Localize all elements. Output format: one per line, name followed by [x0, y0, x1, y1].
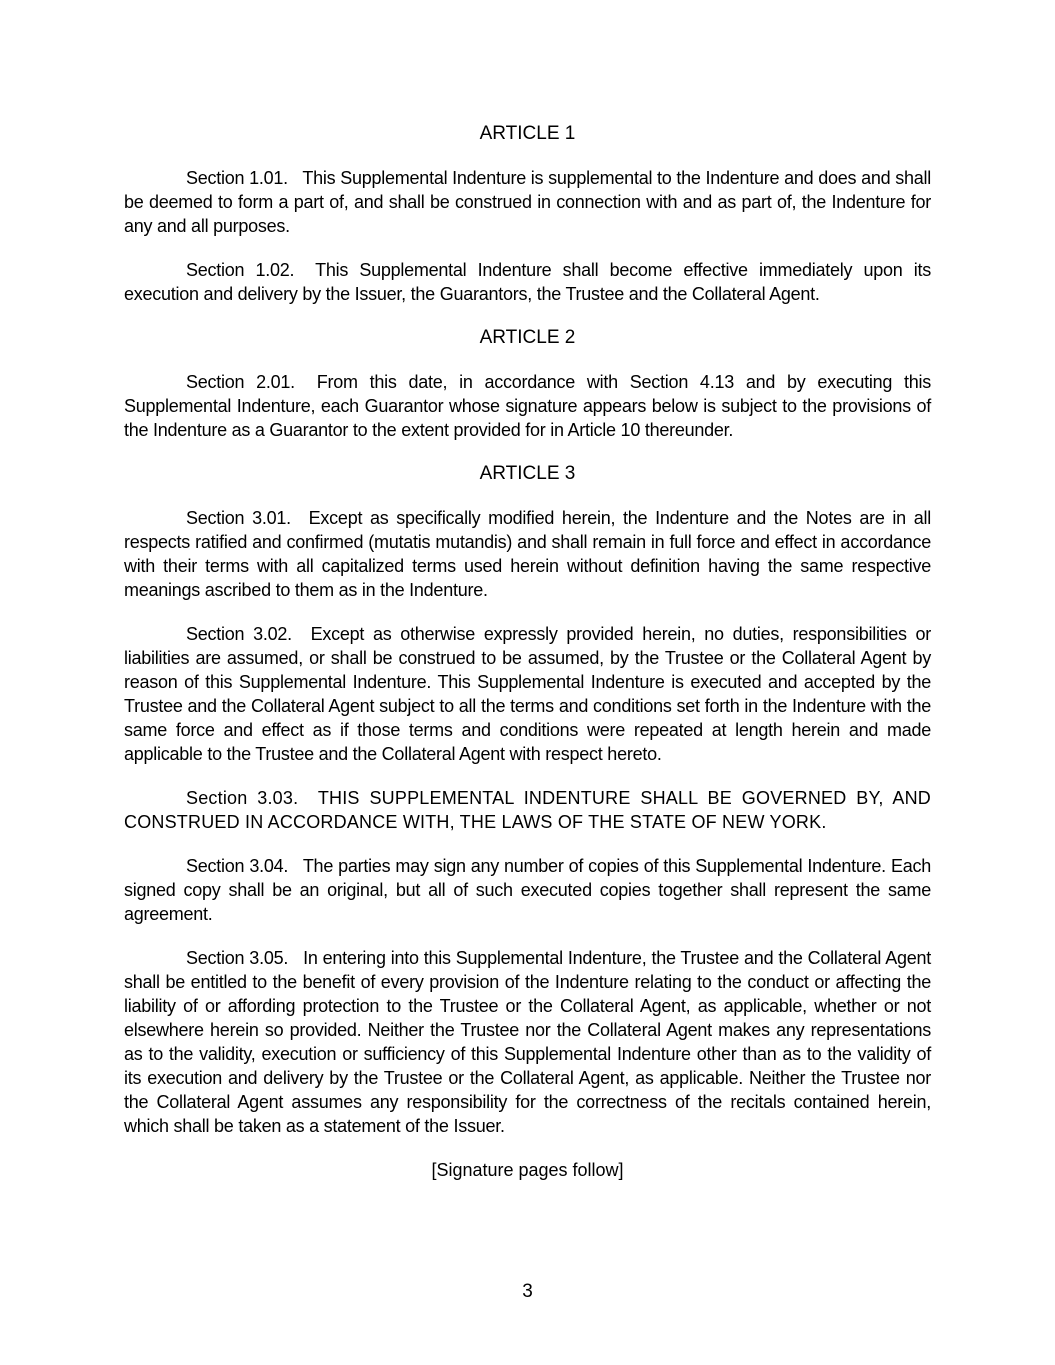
page-number: 3	[522, 1281, 533, 1302]
section-3-05	[124, 946, 931, 1138]
section-3-02	[124, 622, 931, 766]
section-text: In entering into this Supplemental Indenture, the Trustee and the Collateral Agent shall be entitled to the benefit of every provision of the Indenture relating to the conduct or affecting the liability of or affording protection to the Trustee or the Collateral Agent, as applicable, whether or not elsewhere herein so provided. Neither the Trustee nor the Collateral Agent makes any representations as to the validity, execution or sufficiency of this Supplemental Indenture other than as to the validity of its execution and delivery by the Trustee or the Collateral Agent, as applicable. Neither the Trustee nor the Collateral Agent assumes any responsibility for the correctness of the recitals contained herein, which shall be taken as a statement of the Issuer.	[124, 948, 931, 1136]
section-text: THIS SUPPLEMENTAL INDENTURE SHALL BE GOVERNED BY, AND CONSTRUED IN ACCORDANCE WITH, THE LAWS OF THE STATE OF NEW YORK.	[124, 788, 931, 832]
section-3-03	[124, 786, 931, 834]
section-number: Section 3.01.	[186, 508, 291, 528]
section-number: Section 3.04.	[186, 856, 289, 876]
section-text: This Supplemental Indenture is supplemental to the Indenture and does and shall be deemed to form a part of, and shall be construed in connection with and as part of, the Indenture for any and all purposes.	[124, 168, 931, 236]
section-number: Section 1.01.	[186, 168, 288, 188]
article-1-heading: ARTICLE 1	[479, 123, 576, 144]
section-2-01	[124, 370, 931, 442]
section-number: Section 3.03.	[186, 788, 299, 808]
section-3-01	[124, 506, 931, 602]
section-number: Section 2.01.	[186, 372, 295, 392]
signature-pages-note: [Signature pages follow]	[431, 1160, 624, 1180]
section-number: Section 1.02.	[186, 260, 295, 280]
section-3-04	[124, 854, 931, 926]
section-1-01	[124, 166, 931, 238]
section-number: Section 3.02.	[186, 624, 292, 644]
section-text: Except as otherwise expressly provided herein, no duties, responsibilities or liabilities are assumed, or shall be construed to be assumed, by the Trustee or the Collateral Agent by reason of this Supplemental Indenture. This Supplemental Indenture is executed and accepted by the Trustee and the Collateral Agent subject to all the terms and conditions set forth in the Indenture with the same force and effect as if those terms and conditions were repeated at length herein and made applicable to the Trustee and the Collateral Agent with respect hereto.	[124, 624, 931, 764]
section-text: This Supplemental Indenture shall become effective immediately upon its execution and delivery by the Issuer, the Guarantors, the Trustee and the Collateral Agent.	[124, 260, 931, 304]
document-page	[124, 122, 931, 1182]
article-3-heading: ARTICLE 3	[479, 463, 576, 484]
section-text: Except as specifically modified herein, the Indenture and the Notes are in all respects ratified and confirmed (mutatis mutandis) and shall remain in full force and effect in accordance with their terms with all capitalized terms used herein without definition having the same respective meanings ascribed to them as in the Indenture.	[124, 508, 931, 600]
article-2-heading: ARTICLE 2	[479, 327, 576, 348]
section-text: From this date, in accordance with Section 4.13 and by executing this Supplemental Indenture, each Guarantor whose signature appears below is subject to the provisions of the Indenture as a Guarantor to the extent provided for in Article 10 thereunder.	[124, 372, 931, 440]
section-text: The parties may sign any number of copies of this Supplemental Indenture. Each signed copy shall be an original, but all of such executed copies together shall represent the same agreement.	[124, 856, 931, 924]
section-number: Section 3.05.	[186, 948, 289, 968]
section-1-02	[124, 258, 931, 306]
